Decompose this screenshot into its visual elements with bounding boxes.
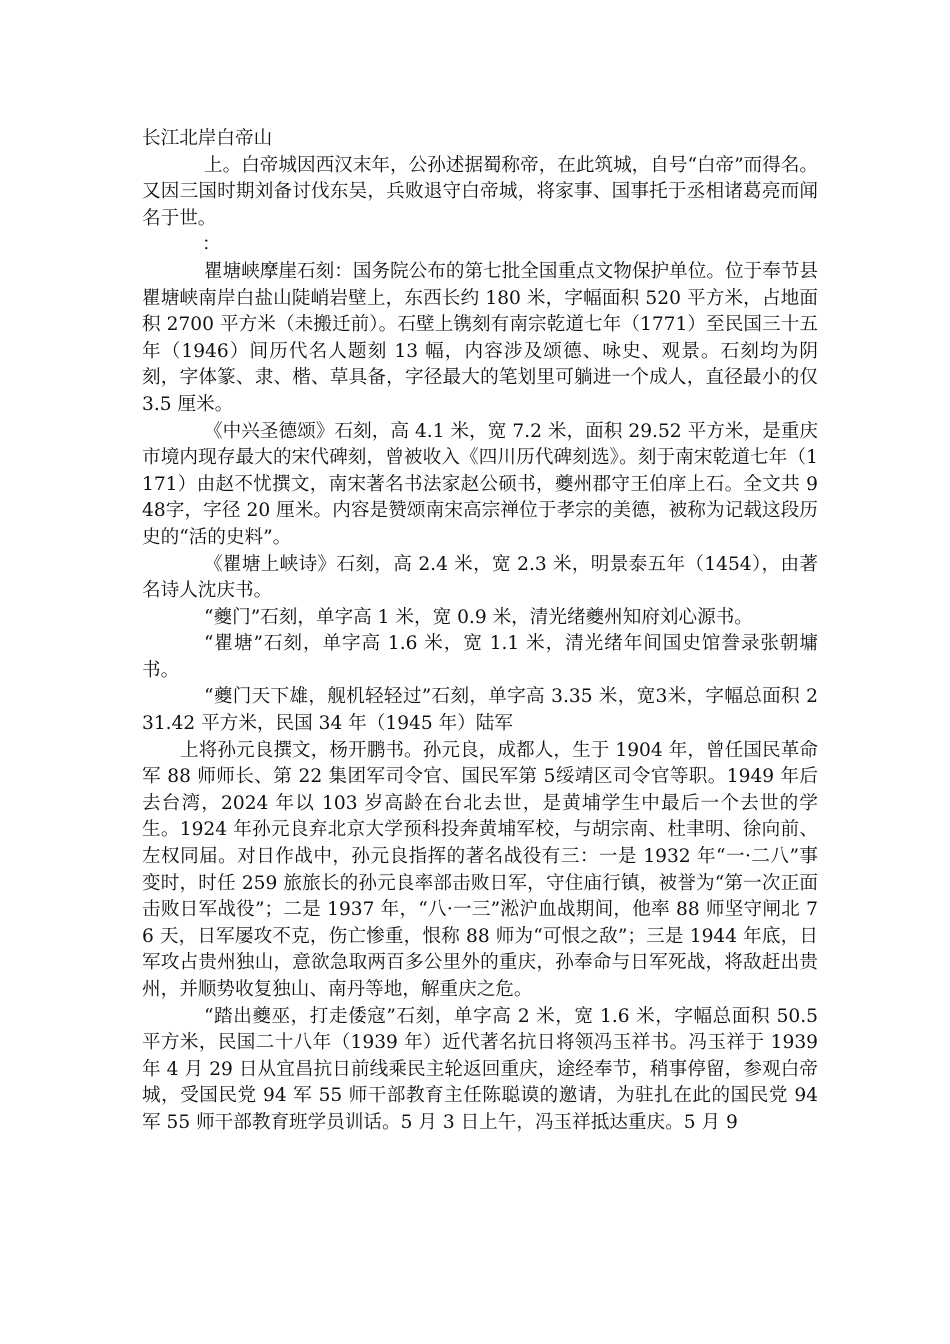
paragraph-baidi-city: 上。白帝城因西汉末年，公孙述据蜀称帝，在此筑城，自号“白帝”而得名。又因三国时期刘备讨伐东吴，兵败退守白帝城，将家事、国事托于丞相诸葛亮而闻名于世。 xyxy=(142,154,819,229)
paragraph-kuimen: “夔门”石刻，单字高 1 米，宽 0.9 米，清光绪夔州知府刘心源书。 xyxy=(204,606,753,628)
paragraph-qutang-poem: 《瞿塘上峡诗》石刻，高 2.4 米，宽 2.3 米，明景泰五年（1454），由著名诗人沈庆书。 xyxy=(142,553,818,602)
document-heading: 长江北岸白帝山 xyxy=(142,128,273,149)
paragraph-zhongxing-song: 《中兴圣德颂》石刻，高 4.1 米，宽 7.2 米，面积 29.52 平方米，是重庆市境内现存最大的宋代碑刻，曾被收入《四川历代碑刻选》。刻于南宋乾道七年（1171）由赵不忧撰文，南宋著名书法家赵公硕书，夔州郡守王伯庠上石。全文共 948字，字径 20 厘米。内容是赞颂南宋高宗禅位于孝宗的美德，被称为记载这段历史的“活的史料”。 xyxy=(142,420,818,548)
paragraph-qutang-inscriptions: 瞿塘峡摩崖石刻：国务院公布的第七批全国重点文物保护单位。位于奉节县瞿塘峡南岸白盐山陡峭岩壁上，东西长约 180 米，字幅面积 520 平方米，占地面积 2700 平方米（未搬迁前）。石壁上镌刻有南宗乾道七年（1771）至民国三十五年（1946）间历代名人题刻 13 幅，内容涉及颂德、咏史、观景。石刻均为阴刻，字体篆、隶、楷、草具备，字径最大的笔划里可躺进一个成人，直径最小的仅 3.5 厘米。 xyxy=(142,260,818,415)
document-page xyxy=(142,126,818,1137)
paragraph-feng-yuxiang: “踏出夔巫，打走倭寇”石刻，单字高 2 米，宽 1.6 米，字幅总面积 50.5 平方米，民国二十八年（1939 年）近代著名抗日将领冯玉祥书。冯玉祥于 1939 年 4 月 29 日从宜昌抗日前线乘民主轮返回重庆，途经奉节，稍事停留，参观白帝城，受国民党 94 军 55 师干部教育主任陈聪谟的邀请，为驻扎在此的国民党 94 军 55 师干部教育班学员训话。5 月 3 日上午，冯玉祥抵达重庆。5 月 9 xyxy=(142,1005,818,1133)
paragraph-sun-yuanliang: 上将孙元良撰文，杨开鹏书。孙元良，成都人，生于 1904 年，曾任国民革命军 88 师师长、第 22 集团军司令官、国民军第 5绥靖区司令官等职。1949 年后去台湾，2024 年以 103 岁高龄在台北去世，是黄埔学生中最后一个去世的学生。1924 年孙元良弃北京大学预科投奔黄埔军校，与胡宗南、杜聿明、徐向前、左权同届。对日作战中，孙元良指挥的著名战役有三：一是 1932 年“一·二八”事变时，时任 259 旅旅长的孙元良率部击败日军，守住庙行镇，被誉为“第一次正面击败日军战役”；二是 1937 年，“八·一三”淞沪血战期间，他率 88 师坚守闸北 76 天，日军屡攻不克，伤亡惨重，恨称 88 师为“可恨之敌”；三是 1944 年底，日军攻占贵州独山，意欲急取两百多公里外的重庆，孙奉命与日军死战，将敌赶出贵州，并顺势收复独山、南丹等地，解重庆之危。 xyxy=(142,739,818,1000)
paragraph-colon: ： xyxy=(202,234,221,256)
paragraph-kuimen-tianxia: “夔门天下雄，舰机轻轻过”石刻，单字高 3.35 米，宽3米，字幅总面积 231.42 平方米，民国 34 年（1945 年）陆军 xyxy=(142,686,818,735)
paragraph-qutang: “瞿塘”石刻，单字高 1.6 米，宽 1.1 米，清光绪年间国史馆誊录张朝墉书。 xyxy=(142,633,818,681)
